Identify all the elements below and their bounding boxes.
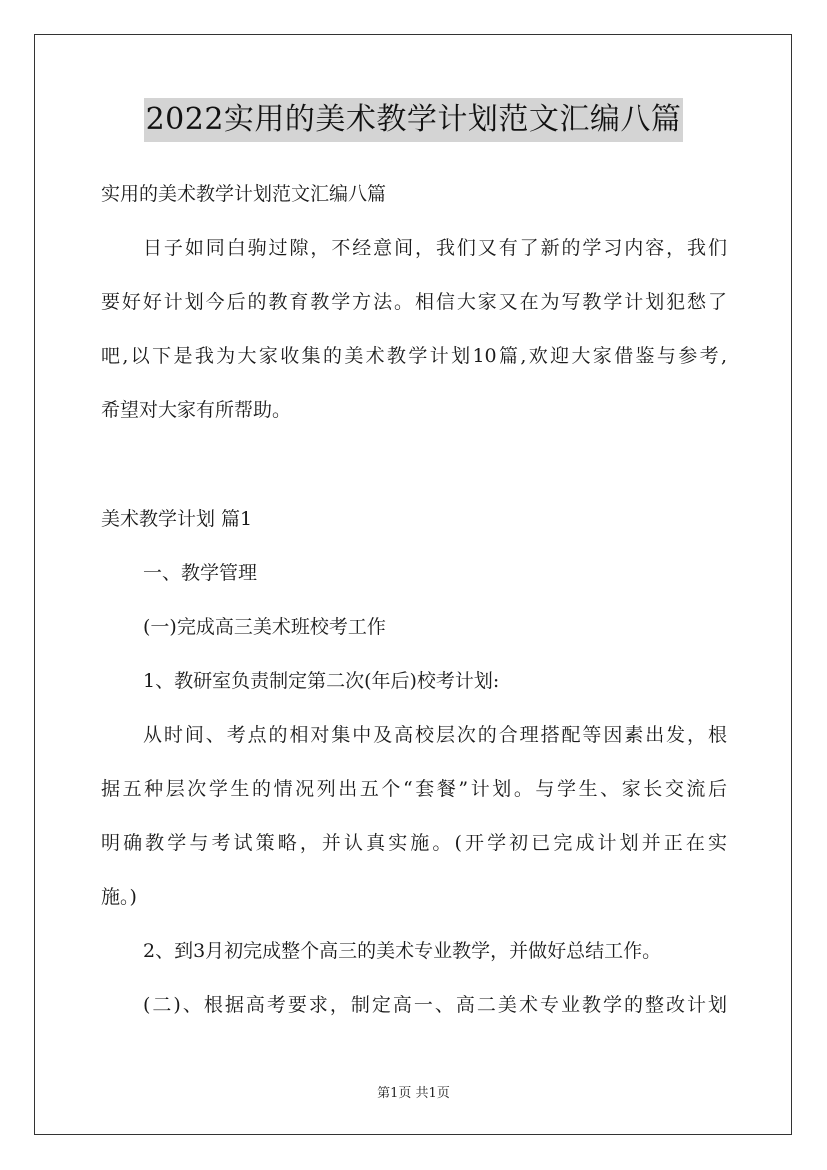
paragraph-line: 明确教学与考试策略，并认真实施。(开学初已完成计划并正在实 — [101, 832, 727, 854]
paragraph-line: 据五种层次学生的情况列出五个“套餐”计划。与学生、家长交流后 — [101, 778, 727, 800]
title-container — [0, 98, 827, 142]
page-footer: 第1页 共1页 — [377, 1086, 450, 1101]
heading-teaching-management: 一、教学管理 — [143, 562, 258, 584]
paragraph-line: 施。) — [101, 886, 137, 908]
paragraph-line: 希望对大家有所帮助。 — [101, 399, 292, 421]
list-item: 2、到3月初完成整个高三的美术专业教学，并做好总结工作。 — [143, 940, 662, 962]
subtitle-line: 实用的美术教学计划范文汇编八篇 — [101, 183, 387, 205]
subheading-line: (二)、根据高考要求，制定高一、高二美术专业教学的整改计划 — [143, 994, 727, 1016]
paragraph-line: 日子如同白驹过隙，不经意间，我们又有了新的学习内容，我们 — [143, 237, 727, 259]
paragraph-line: 从时间、考点的相对集中及高校层次的合理搭配等因素出发，根 — [143, 724, 727, 746]
paragraph-line: 要好好计划今后的教育教学方法。相信大家又在为写教学计划犯愁了 — [101, 291, 727, 313]
list-item: 1、教研室负责制定第二次(年后)校考计划: — [143, 670, 500, 692]
section-heading: 美术教学计划 篇1 — [101, 508, 253, 530]
paragraph-line: 吧,以下是我为大家收集的美术教学计划10篇,欢迎大家借鉴与参考, — [101, 345, 727, 367]
subheading-line: (一)完成高三美术班校考工作 — [143, 616, 386, 638]
document-title: 2022实用的美术教学计划范文汇编八篇 — [144, 98, 684, 142]
